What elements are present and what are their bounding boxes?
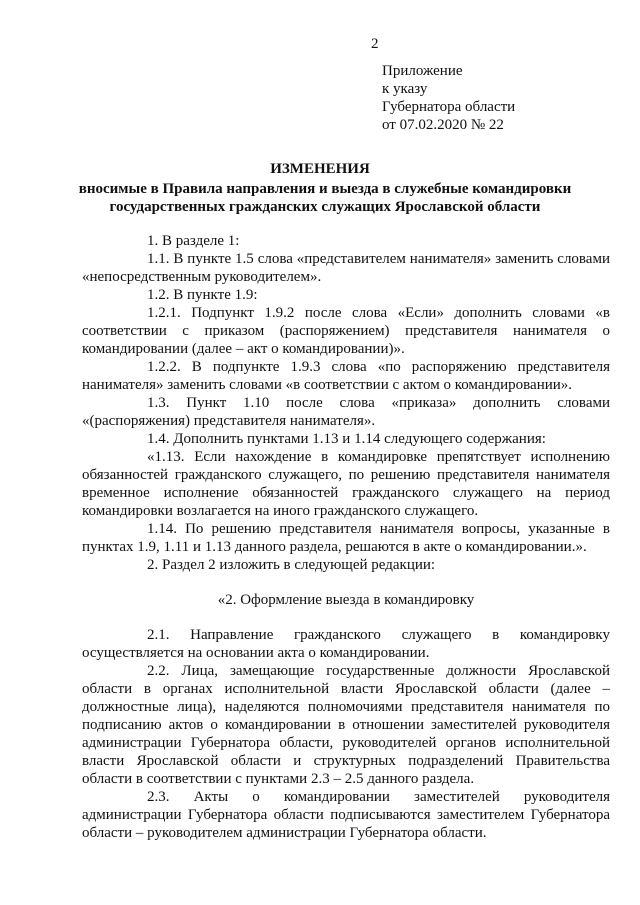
paragraph: 1.2.1. Подпункт 1.9.2 после слова «Если» дополнить словами «в соответствии с приказом (распоряжением) представителя нанимателя о командировании (далее – акт о командировании)». [82, 305, 610, 357]
paragraph: «1.13. Если нахождение в командировке препятствует исполнению обязанностей гражданского служащего, по решению представителя нанимателя временное исполнение обязанностей гражданского служащего на период командировки возлагается на иного гражданского служащего. [82, 449, 610, 519]
paragraph: 2.1. Направление гражданского служащего в командировку осуществляется на основании акта о командировании. [82, 627, 610, 661]
document-body [82, 232, 610, 842]
document-subtitle: вносимые в Правила направления и выезда в служебные командировки государственных гражданских служащих Ярославской области [78, 181, 572, 215]
paragraph: 1.2.2. В подпункте 1.9.3 слова «по распоряжению представителя нанимателя» заменить словами «в соответствии с актом о командировании». [82, 359, 610, 393]
appendix-line: Губернатора области [382, 99, 516, 115]
paragraph: 1.2. В пункте 1.9: [147, 287, 258, 303]
document-title: ИЗМЕНЕНИЯ [270, 161, 370, 177]
appendix-line: Приложение [382, 63, 463, 79]
paragraph: 2. Раздел 2 изложить в следующей редакции: [147, 557, 436, 573]
paragraph: 1.1. В пункте 1.5 слова «представителем нанимателя» заменить словами «непосредственным руководителем». [82, 251, 610, 285]
appendix-line: к указу [382, 81, 428, 97]
paragraph: 2.3. Акты о командировании заместителей руководителя администрации Губернатора области подписываются заместителем Губернатора области – руководителем администрации Губернатора области. [82, 789, 610, 841]
page-number: 2 [371, 36, 379, 52]
appendix-block [382, 62, 515, 134]
paragraph: 1.4. Дополнить пунктами 1.13 и 1.14 следующего содержания: [147, 431, 546, 447]
section-heading: «2. Оформление выезда в командировку [217, 592, 475, 608]
paragraph: 2.2. Лица, замещающие государственные должности Ярославской области в органах исполнительной власти Ярославской области (далее – должностные лица), наделяются полномочиями представителя нанимателя по подписанию актов о командировании в отношении заместителей руководителя администрации Губернатора области, руководителей органов исполнительной власти Ярославской области и структурных подразделений Правительства области в соответствии с пунктами 2.3 – 2.5 данного раздела. [82, 663, 610, 787]
paragraph: 1.14. По решению представителя нанимателя вопросы, указанные в пунктах 1.9, 1.11 и 1.13 данного раздела, решаются в акте о командировании.». [82, 521, 610, 555]
appendix-line: от 07.02.2020 № 22 [382, 117, 504, 133]
paragraph: 1.3. Пункт 1.10 после слова «приказа» дополнить словами «(распоряжения) представителя нанимателя». [82, 395, 610, 429]
paragraph: 1. В разделе 1: [147, 233, 240, 249]
